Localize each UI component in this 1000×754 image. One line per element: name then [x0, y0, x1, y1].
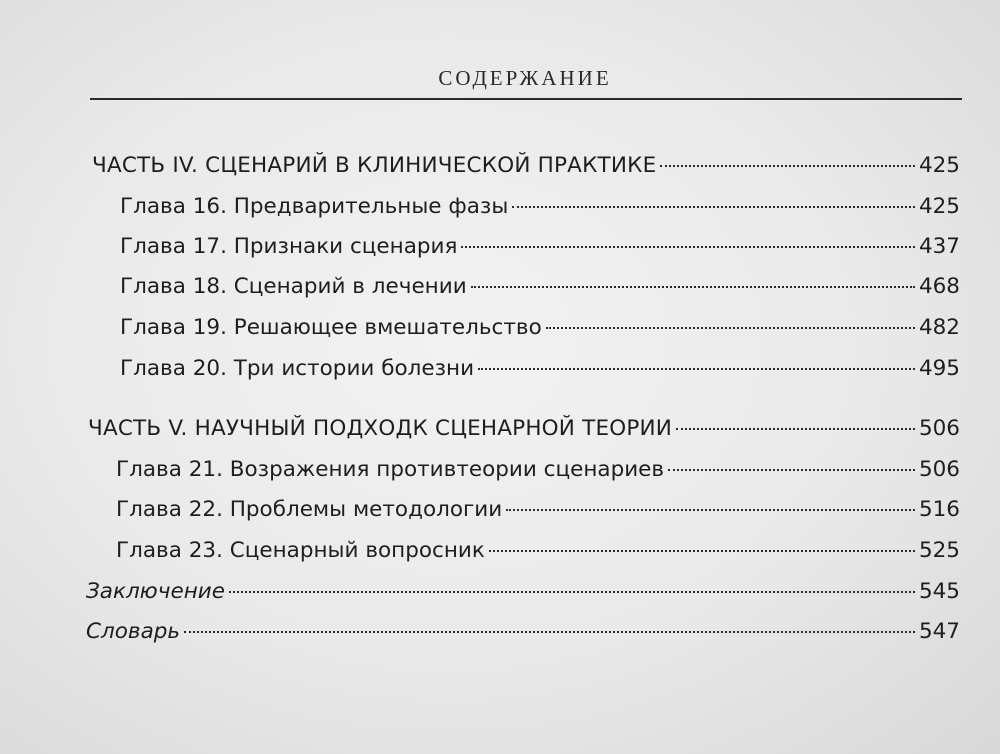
leader-dots: [471, 286, 915, 288]
toc-entry-page: 545: [918, 579, 960, 604]
toc-entry-label: Глава 22. Проблемы методологии: [116, 497, 503, 522]
toc-entry-page: 506: [918, 457, 960, 482]
toc-entry-page: 425: [918, 194, 960, 219]
toc-entry-label: Глава 21. Возражения противтеории сценариев: [116, 457, 665, 482]
toc-entry-label: Глава 17. Признаки сценария: [120, 234, 458, 259]
toc-entry-page: 495: [918, 356, 960, 381]
toc-entry-label: Глава 19. Решающее вмешательство: [120, 315, 542, 340]
leader-dots: [229, 591, 915, 593]
toc-entry-chapter-17: [120, 233, 960, 261]
toc-entry-part-5: [88, 415, 960, 443]
toc-entry-page: 482: [918, 315, 960, 340]
toc-entry-chapter-18: [120, 273, 960, 301]
toc-entry-label: ЧАСТЬ V. НАУЧНЫЙ ПОДХОДК СЦЕНАРНОЙ ТЕОРИИ: [88, 416, 673, 441]
leader-dots: [676, 428, 915, 430]
toc-entry-chapter-16: [120, 193, 960, 221]
toc-entry-page: 468: [918, 274, 960, 299]
leader-dots: [660, 165, 915, 167]
toc-entry-label: Глава 18. Сценарий в лечении: [120, 274, 467, 299]
toc-entry-part-4: [92, 152, 960, 180]
toc-entry-chapter-21: [116, 456, 960, 484]
toc-entry-label: Глава 20. Три истории болезни: [120, 356, 475, 381]
toc-entry-chapter-20: [120, 355, 960, 383]
leader-dots: [506, 509, 915, 511]
toc-entry-label: Заключение: [86, 579, 225, 604]
toc-entry-label: ЧАСТЬ IV. СЦЕНАРИЙ В КЛИНИЧЕСКОЙ ПРАКТИКЕ: [92, 153, 657, 178]
leader-dots: [461, 246, 915, 248]
leader-dots: [546, 327, 915, 329]
toc-entry-page: 516: [918, 497, 960, 522]
toc-entry-glossary: [86, 618, 960, 646]
leader-dots: [184, 631, 915, 633]
toc-entry-label: Словарь: [86, 619, 181, 644]
toc-entry-conclusion: [86, 578, 960, 606]
leader-dots: [668, 469, 915, 471]
toc-entry-label: Глава 16. Предварительные фазы: [120, 194, 509, 219]
toc-entry-label: Глава 23. Сценарный вопросник: [116, 538, 485, 563]
toc-entry-chapter-23: [116, 537, 960, 565]
leader-dots: [512, 206, 915, 208]
leader-dots: [489, 550, 915, 552]
running-head: СОДЕРЖАНИЕ: [438, 66, 612, 90]
toc-entry-page: 425: [918, 153, 960, 178]
toc-entry-page: 525: [918, 538, 960, 563]
toc-entry-page: 547: [918, 619, 960, 644]
toc-entry-chapter-22: [116, 496, 960, 524]
leader-dots: [478, 368, 915, 370]
toc-entry-page: 506: [918, 416, 960, 441]
toc-entry-page: 437: [918, 234, 960, 259]
toc-entry-chapter-19: [120, 314, 960, 342]
